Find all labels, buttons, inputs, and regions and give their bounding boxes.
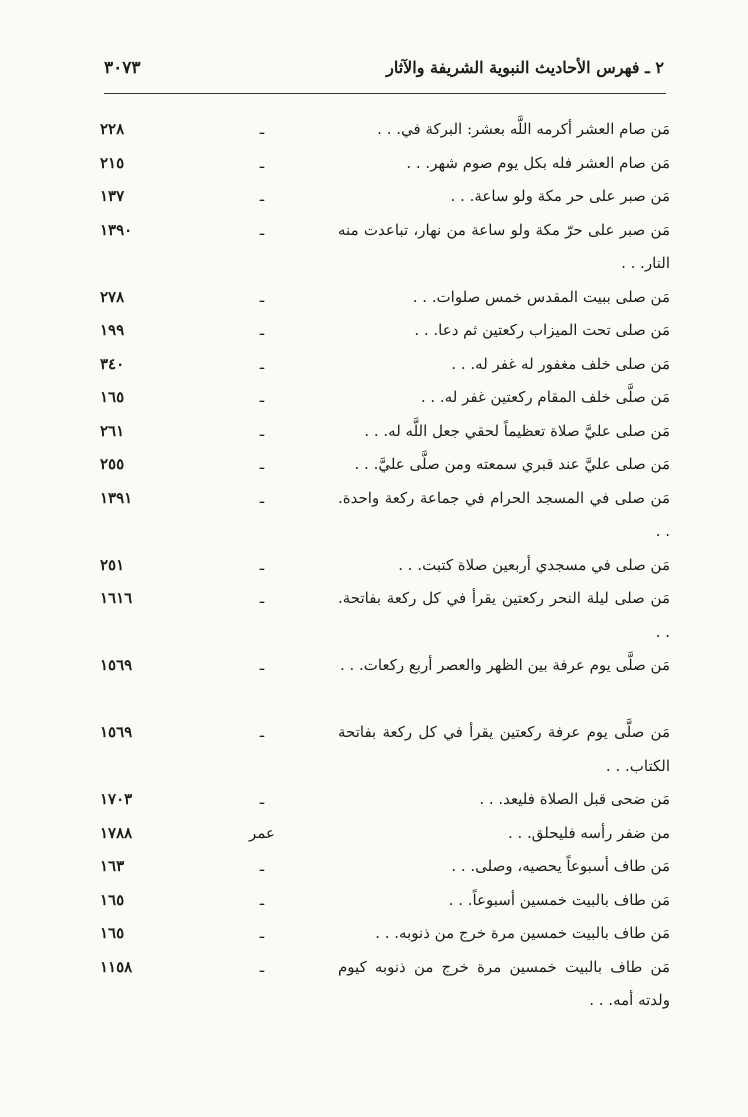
index-entry bbox=[0, 348, 748, 382]
narrator-cell: ـ bbox=[259, 890, 265, 909]
hadith-text: مَن صلى ليلة النحر ركعتين يقرأ في كل ركعة بفاتحة. . . bbox=[338, 589, 670, 641]
narrator-cell: ـ bbox=[259, 924, 265, 942]
entry-number: ١٦٥ bbox=[100, 924, 125, 942]
hadith-text: مَن صلى عليَّ صلاة تعظيماً لحقي جعل اللَّه له. . . bbox=[364, 421, 670, 440]
entry-number: ٢١٥ bbox=[100, 153, 125, 172]
index-entry bbox=[0, 180, 748, 214]
entry-number: ١٧٠٣ bbox=[100, 790, 133, 808]
hadith-text: مَن طاف بالبيت خمسين مرة خرج من ذنوبه كيوم ولدته أمه. . . bbox=[338, 957, 670, 1009]
entry-number: ١٦١٦ bbox=[100, 589, 133, 607]
page-header bbox=[104, 58, 664, 88]
entry-number: ١٧٨٨ bbox=[100, 823, 133, 842]
index-entry bbox=[0, 482, 748, 549]
narrator-cell: ـ bbox=[259, 656, 265, 674]
hadith-text: مَن طاف بالبيت خمسين أسبوعاً. . . bbox=[448, 890, 670, 909]
hadith-text: مَن صلى خلف مغفور له غفر له. . . bbox=[451, 354, 670, 373]
narrator-cell: ـ bbox=[259, 120, 265, 138]
hadith-text: مَن طاف بالبيت خمسين مرة خرج من ذنوبه. . . bbox=[375, 924, 670, 942]
hadith-index-list bbox=[0, 113, 748, 1018]
index-entry bbox=[0, 917, 748, 951]
page-number: ٣٠٧٣ bbox=[104, 58, 141, 78]
hadith-text: مَن صلَّى يوم عرفة ركعتين يقرأ في كل ركعة بفاتحة الكتاب. . . bbox=[338, 723, 670, 775]
index-entry bbox=[0, 884, 748, 918]
narrator-cell: ـ bbox=[259, 421, 265, 440]
entry-number: ٣٤٠ bbox=[100, 354, 125, 373]
hadith-text: مَن صلى في المسجد الحرام في جماعة ركعة واحدة. . . bbox=[338, 488, 670, 540]
hadith-text: مَن صلى في مسجدي أربعين صلاة كتبت. . . bbox=[398, 555, 670, 574]
hadith-text: مَن ضحى قبل الصلاة فليعد. . . bbox=[479, 790, 670, 808]
entry-number: ١٣٩٠ bbox=[100, 220, 133, 239]
entry-number: ١٦٥ bbox=[100, 388, 125, 406]
narrator-cell: ـ bbox=[259, 321, 265, 339]
hadith-text: مَن صلَّى خلف المقام ركعتين غفر له. . . bbox=[420, 388, 670, 406]
hadith-text: مَن صلى ببيت المقدس خمس صلوات. . . bbox=[412, 287, 670, 306]
narrator-cell: ـ bbox=[259, 488, 265, 507]
index-entry bbox=[0, 448, 748, 482]
narrator-cell: ـ bbox=[259, 287, 265, 306]
entry-number: ٢٥١ bbox=[100, 555, 125, 574]
hadith-text: مَن طاف أسبوعاً يحصيه، وصلى. . . bbox=[451, 857, 670, 875]
narrator-cell: ـ bbox=[259, 589, 265, 607]
index-entry bbox=[0, 817, 748, 851]
narrator-cell: ـ bbox=[259, 555, 265, 574]
hadith-text: من ضفر رأسه فليحلق. . . bbox=[507, 823, 670, 842]
entry-number: ١٩٩ bbox=[100, 321, 125, 339]
narrator-cell: ـ bbox=[259, 220, 265, 239]
hadith-text: مَن صبر على حر مكة ولو ساعة. . . bbox=[450, 187, 670, 205]
entry-number: ١٦٣ bbox=[100, 857, 125, 875]
hadith-text: مَن صلى عليَّ عند قبري سمعته ومن صلَّى عليَّ. . . bbox=[354, 455, 670, 473]
index-entry bbox=[0, 415, 748, 449]
index-entry bbox=[0, 549, 748, 583]
index-entry bbox=[0, 314, 748, 348]
index-entry bbox=[0, 147, 748, 181]
index-entry bbox=[0, 716, 748, 783]
narrator-cell: ـ bbox=[259, 957, 265, 976]
index-entry bbox=[0, 951, 748, 1018]
narrator-cell: عمر bbox=[249, 823, 275, 842]
entry-number: ١٥٦٩ bbox=[100, 723, 133, 741]
header-divider bbox=[104, 93, 666, 94]
narrator-cell: ـ bbox=[259, 354, 265, 373]
index-entry bbox=[0, 381, 748, 415]
hadith-text: مَن صلَّى يوم عرفة بين الظهر والعصر أربع ركعات. . . bbox=[339, 656, 670, 674]
index-entry bbox=[0, 649, 748, 716]
entry-number: ١٣٧ bbox=[100, 187, 125, 205]
page-title: ٢ ـ فهرس الأحاديث النبوية الشريفة والآثار bbox=[386, 58, 664, 77]
index-entry bbox=[0, 281, 748, 315]
index-entry bbox=[0, 214, 748, 281]
entry-number: ٢٦١ bbox=[100, 421, 125, 440]
narrator-cell: ـ bbox=[259, 388, 265, 406]
hadith-text: مَن صلى تحت الميزاب ركعتين ثم دعا. . . bbox=[414, 321, 670, 339]
entry-number: ٢٥٥ bbox=[100, 455, 125, 473]
index-entry bbox=[0, 582, 748, 649]
entry-number: ١١٥٨ bbox=[100, 957, 133, 976]
entry-number: ٢٢٨ bbox=[100, 120, 125, 138]
entry-number: ١٥٦٩ bbox=[100, 656, 133, 674]
narrator-cell: ـ bbox=[259, 723, 265, 741]
narrator-cell: ـ bbox=[259, 857, 265, 875]
narrator-cell: ـ bbox=[259, 455, 265, 473]
hadith-text: مَن صام العشر أكرمه اللَّه بعشر: البركة في. . . bbox=[377, 120, 670, 138]
hadith-text: مَن صبر على حرّ مكة ولو ساعة من نهار، تباعدت منه النار. . . bbox=[338, 220, 670, 272]
narrator-cell: ـ bbox=[259, 153, 265, 172]
index-entry bbox=[0, 850, 748, 884]
narrator-cell: ـ bbox=[259, 187, 265, 205]
entry-number: ١٦٥ bbox=[100, 890, 125, 909]
hadith-text: مَن صام العشر فله بكل يوم صوم شهر. . . bbox=[406, 153, 670, 172]
index-entry bbox=[0, 113, 748, 147]
index-entry bbox=[0, 783, 748, 817]
narrator-cell: ـ bbox=[259, 790, 265, 808]
entry-number: ١٣٩١ bbox=[100, 488, 133, 507]
entry-number: ٢٧٨ bbox=[100, 287, 125, 306]
